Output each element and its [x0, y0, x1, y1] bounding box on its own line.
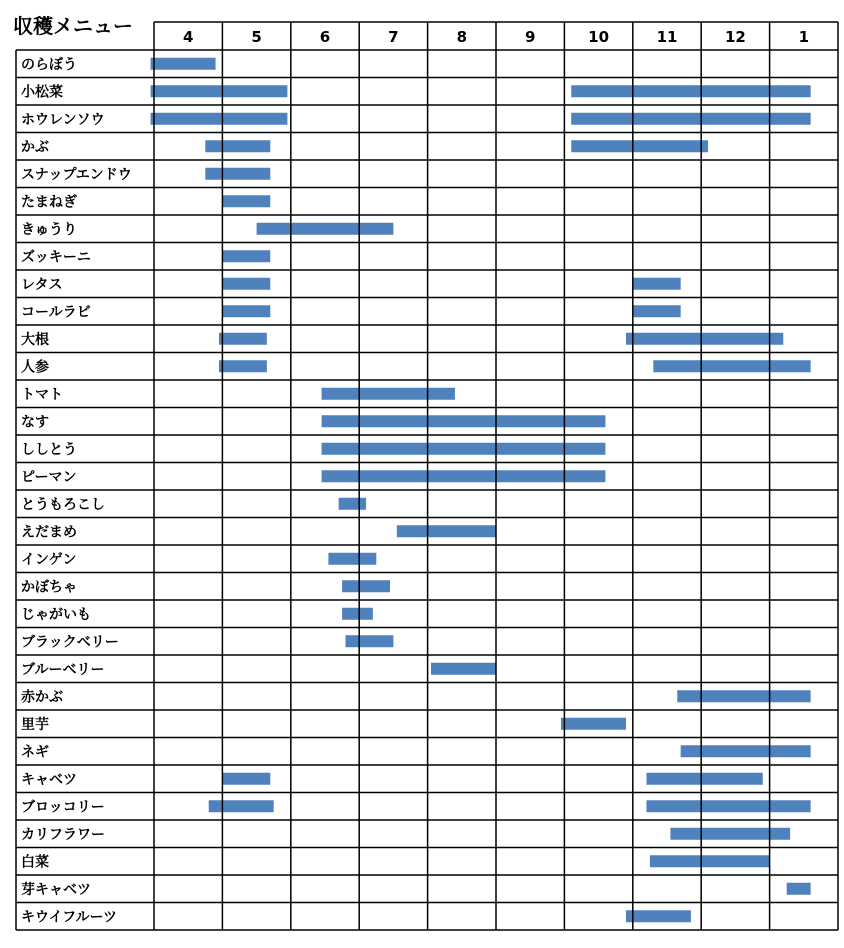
- row-label: 赤かぶ: [21, 689, 63, 706]
- row-label: キャベツ: [21, 771, 77, 788]
- harvest-bar: [346, 635, 394, 647]
- row-label: かぼちゃ: [21, 579, 77, 596]
- row-label: かぶ: [21, 139, 49, 156]
- month-label: 8: [456, 28, 468, 46]
- harvest-bar: [209, 800, 274, 812]
- harvest-bar: [670, 828, 790, 840]
- row-label: 白菜: [21, 854, 49, 871]
- harvest-bar: [653, 360, 810, 372]
- harvest-bar: [222, 278, 270, 290]
- harvest-bar: [646, 800, 810, 812]
- month-label: 10: [588, 28, 610, 46]
- harvest-bar: [339, 498, 366, 510]
- harvest-bar: [222, 250, 270, 262]
- row-label: 人参: [21, 359, 49, 376]
- harvest-bar: [342, 580, 390, 592]
- harvest-bar: [205, 140, 270, 152]
- harvest-bar: [222, 773, 270, 785]
- harvest-bar: [626, 333, 783, 345]
- row-label: えだまめ: [21, 524, 77, 541]
- harvest-bar: [342, 608, 373, 620]
- harvest-bar: [787, 883, 811, 895]
- harvest-bar: [646, 773, 762, 785]
- harvest-bar: [626, 910, 691, 922]
- month-label: 9: [524, 28, 536, 46]
- harvest-bar: [322, 470, 606, 482]
- month-label: 5: [251, 28, 262, 46]
- chart-title: 収穫メニュー: [13, 14, 133, 38]
- harvest-bar: [571, 113, 810, 125]
- harvest-bar: [219, 333, 267, 345]
- row-label: ホウレンソウ: [21, 111, 105, 128]
- harvest-bar: [222, 195, 270, 207]
- row-label: キウイフルーツ: [21, 909, 118, 926]
- harvest-bar: [431, 663, 496, 675]
- harvest-bar: [633, 278, 681, 290]
- month-label: 12: [724, 28, 746, 46]
- row-label: カリフラワー: [21, 826, 105, 843]
- row-label: なす: [21, 414, 49, 431]
- month-label: 4: [182, 28, 194, 46]
- harvest-bar: [322, 415, 606, 427]
- harvest-bar: [219, 360, 267, 372]
- row-label: 里芋: [21, 716, 49, 733]
- harvest-bar: [151, 113, 288, 125]
- month-label: 11: [656, 28, 678, 46]
- row-label: コールラビ: [21, 304, 91, 321]
- row-label: ししとう: [21, 441, 77, 458]
- row-label: のらぼう: [21, 56, 77, 73]
- row-label: 大根: [21, 331, 49, 348]
- month-label: 1: [798, 28, 810, 46]
- row-label: 小松菜: [21, 84, 63, 101]
- row-label: 芽キャベツ: [21, 881, 91, 898]
- harvest-bar: [222, 305, 270, 317]
- harvest-bar: [328, 553, 376, 565]
- harvest-bar: [151, 85, 288, 97]
- harvest-bar: [561, 718, 626, 730]
- row-label: ピーマン: [21, 469, 77, 486]
- harvest-bar: [151, 58, 216, 70]
- harvest-bar: [677, 690, 810, 702]
- row-label: たまねぎ: [21, 194, 77, 211]
- row-label: スナップエンドウ: [21, 166, 132, 183]
- row-label: ズッキーニ: [21, 249, 91, 266]
- harvest-bar: [633, 305, 681, 317]
- harvest-bar: [322, 388, 455, 400]
- month-label: 7: [388, 28, 399, 46]
- row-label: じゃがいも: [21, 606, 91, 623]
- month-label: 6: [319, 28, 331, 46]
- row-label: ブルーベリー: [21, 661, 105, 678]
- row-label: ネギ: [21, 744, 49, 761]
- harvest-bar: [257, 223, 394, 235]
- row-label: ブロッコリー: [21, 799, 105, 816]
- row-label: とうもろこし: [21, 496, 105, 513]
- harvest-bar: [650, 855, 770, 867]
- row-label: インゲン: [21, 551, 77, 568]
- row-label: トマト: [21, 386, 63, 403]
- harvest-bar: [397, 525, 496, 537]
- harvest-bar: [681, 745, 811, 757]
- harvest-bar: [205, 168, 270, 180]
- harvest-bar: [571, 140, 708, 152]
- row-label: レタス: [21, 276, 63, 293]
- harvest-bar: [571, 85, 810, 97]
- row-label: きゅうり: [21, 221, 77, 238]
- row-label: ブラックベリー: [21, 634, 119, 651]
- harvest-bar: [322, 443, 606, 455]
